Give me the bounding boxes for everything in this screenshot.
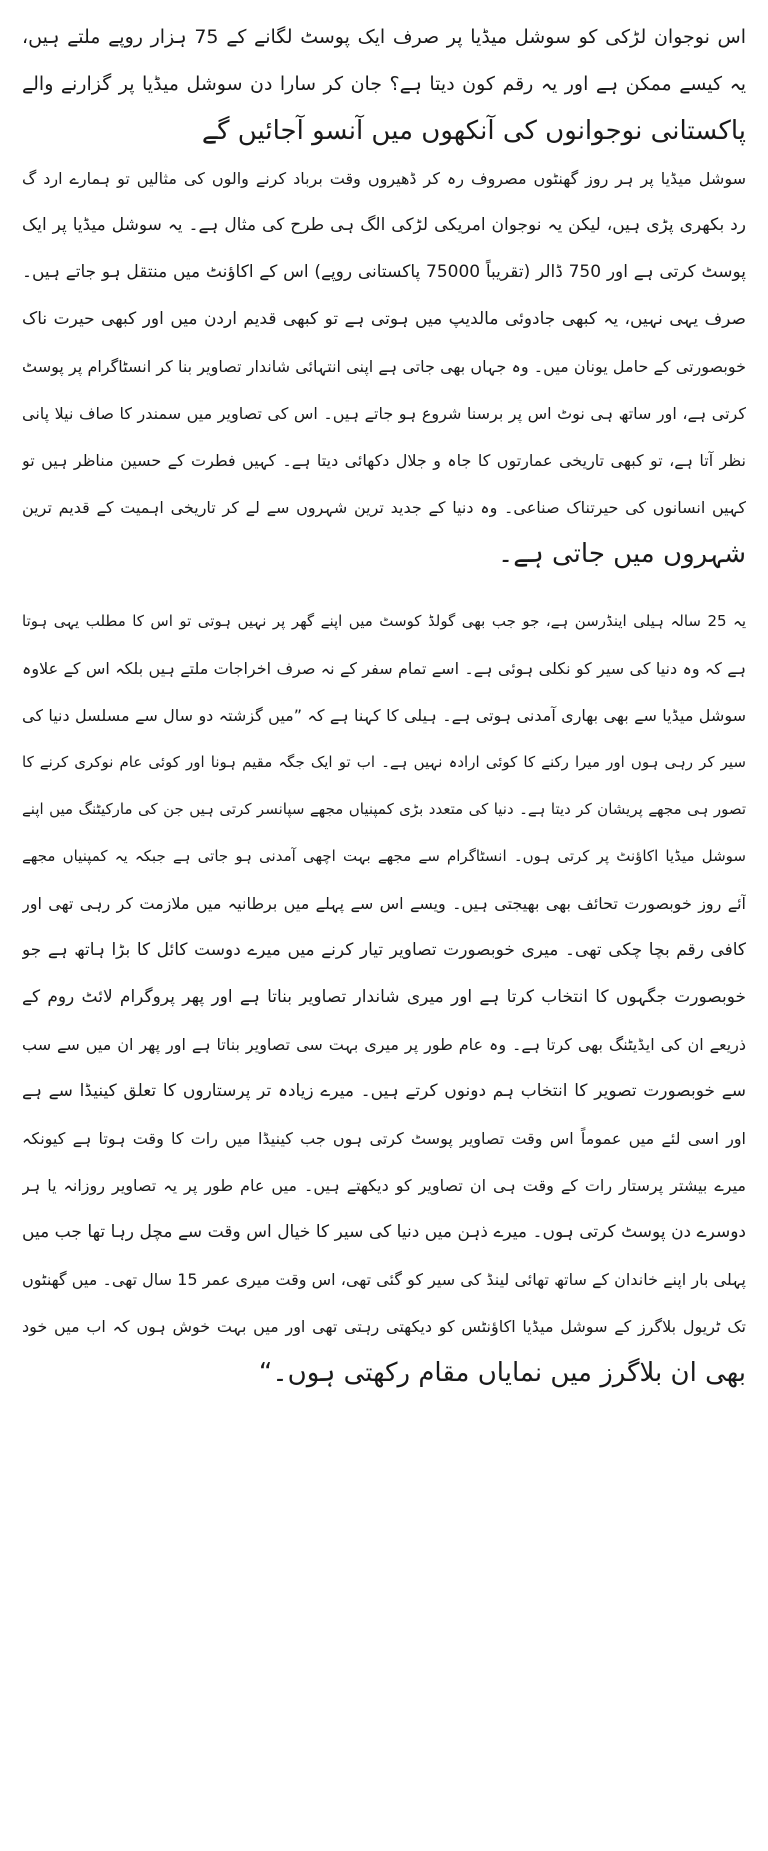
paragraph-line: نظر آتا ہے، تو کبھی تاریخی عمارتوں کا جاہ و جلال دکھائی دیتا ہے۔ کہیں فطرت کے حسین مناظر ہیں تو <box>22 451 746 470</box>
paragraph-line: کرتی ہے، اور ساتھ ہی نوٹ اس پر برسنا شروع ہو جاتے ہیں۔ اس کی تصاویر میں سمندر کا صاف نیلا پانی <box>22 404 746 423</box>
paragraph-line: پوسٹ کرتی ہے اور 750 ڈالر (تقریباً 75000 پاکستانی روپے) اس کے اکاؤنٹ میں منتقل ہو جاتے ہیں۔ <box>22 262 746 282</box>
paragraph-2 <box>22 598 746 1397</box>
paragraph-1 <box>22 155 746 578</box>
article-headline <box>22 14 746 155</box>
headline-line: پاکستانی نوجوانوں کی آنکھوں میں آنسو آجائیں گے <box>201 116 746 146</box>
paragraph-line: کہیں انسانوں کی حیرتناک صناعی۔ وہ دنیا کے جدید ترین شہروں سے لے کر تاریخی اہمیت کے قدیم ترین <box>22 498 746 517</box>
paragraph-line: خوبصورتی کے حامل یونان میں۔ وہ جہاں بھی جاتی ہے اپنی انتہائی شاندار تصاویر بنا کر انسٹاگرام پر پوسٹ <box>22 357 746 376</box>
paragraph-line: سیر کر رہی ہوں اور میرا رکنے کا کوئی ارادہ نہیں ہے۔ اب تو ایک جگہ مقیم ہونا اور کوئی عام نوکری کرنے کا <box>22 753 746 771</box>
paragraph-line: میرے بیشتر پرستار رات کے وقت ہی ان تصاویر کو دیکھتے ہیں۔ میں عام طور پر یہ تصاویر روزانہ یا ہر <box>22 1176 746 1195</box>
paragraph-line: تصور ہی مجھے پریشان کر دیتا ہے۔ دنیا کی متعدد بڑی کمپنیاں مجھے سپانسر کرتی ہیں جن کی مارکیٹنگ میں اپنے <box>22 800 746 818</box>
paragraph-line: یہ 25 سالہ ہیلی اینڈرسن ہے، جو جب بھی گولڈ کوسٹ میں اپنے گھر پر نہیں ہوتی تو اس کا مطلب یہی ہوتا <box>22 612 746 630</box>
paragraph-line: سے خوبصورت تصویر کا انتخاب ہم دونوں کرتے ہیں۔ میرے زیادہ تر پرستاروں کا تعلق کینیڈا سے ہے <box>22 1081 746 1101</box>
headline-line: یہ کیسے ممکن ہے اور یہ رقم کون دیتا ہے؟ جان کر سارا دن سوشل میڈیا پر گزارنے والے <box>22 73 746 95</box>
paragraph-line: تک ٹریول بلاگرز کے سوشل میڈیا اکاؤنٹس کو دیکھتی رہتی تھی اور میں بہت خوش ہوں کہ اب میں خود <box>22 1317 746 1336</box>
paragraph-line: کافی رقم بچا چکی تھی۔ میری خوبصورت تصاویر تیار کرنے میں میرے دوست کائل کا بڑا ہاتھ ہے جو <box>22 940 746 960</box>
paragraph-line: سوشل میڈیا اکاؤنٹ پر کرتی ہوں۔ انسٹاگرام سے مجھے بہت اچھی آمدنی ہو جاتی ہے جبکہ یہ کمپنیاں مجھے <box>22 847 746 865</box>
paragraph-line: شہروں میں جاتی ہے۔ <box>498 539 746 569</box>
paragraph-line: رد بکھری پڑی ہیں، لیکن یہ نوجوان امریکی لڑکی الگ ہی طرح کی مثال ہے۔ یہ سوشل میڈیا پر ایک <box>22 215 746 235</box>
paragraph-line: ہے کہ وہ دنیا کی سیر کو نکلی ہوئی ہے۔ اسے تمام سفر کے نہ صرف اخراجات ملتے ہیں بلکہ اس کے علاوہ <box>22 659 746 678</box>
paragraph-line: دوسرے دن پوسٹ کرتی ہوں۔ میرے ذہن میں دنیا کی سیر کا خیال اس وقت سے مچل رہا تھا جب میں <box>22 1222 746 1242</box>
paragraph-line: پہلی بار اپنے خاندان کے ساتھ تھائی لینڈ کی سیر کو گئی تھی، اس وقت میری عمر 15 سال تھی۔ میں گھنٹوں <box>22 1270 746 1289</box>
paragraph-line: خوبصورت جگہوں کا انتخاب کرتا ہے اور میری شاندار تصاویر بناتا ہے اور پھر پروگرام لائٹ روم کے <box>22 987 746 1007</box>
paragraph-line: صرف یہی نہیں، یہ کبھی جادوئی مالدیپ میں ہوتی ہے تو کبھی قدیم اردن میں اور کبھی حیرت ناک <box>22 309 746 329</box>
paragraph-line: اور اسی لئے میں عموماً اس وقت تصاویر پوسٹ کرتی ہوں جب کینیڈا میں رات کا وقت ہوتا ہے کیونکہ <box>22 1129 746 1148</box>
paragraph-line: سوشل میڈیا سے بھی بھاری آمدنی ہوتی ہے۔ ہیلی کا کہنا ہے کہ ”میں گزشتہ دو سال سے مسلسل دنیا کی <box>22 706 746 725</box>
paragraph-line: بھی ان بلاگرز میں نمایاں مقام رکھتی ہوں۔“ <box>258 1358 746 1388</box>
headline-line: اس نوجوان لڑکی کو سوشل میڈیا پر صرف ایک پوسٹ لگانے کے 75 ہزار روپے ملتے ہیں، <box>22 26 746 48</box>
paragraph-gap <box>22 578 746 598</box>
paragraph-line: سوشل میڈیا پر ہر روز گھنٹوں مصروف رہ کر ڈھیروں وقت برباد کرنے والوں کی مثالیں تو ہمارے ارد گ <box>22 169 746 188</box>
paragraph-line: آئے روز خوبصورت تحائف بھی بھیجتی ہیں۔ ویسے اس سے پہلے میں برطانیہ میں ملازمت کر رہی تھی اور <box>22 894 746 913</box>
paragraph-line: ذریعے ان کی ایڈیٹنگ بھی کرتا ہے۔ وہ عام طور پر میری بہت سی تصاویر بناتا ہے اور پھر ان میں سے سب <box>22 1035 746 1054</box>
